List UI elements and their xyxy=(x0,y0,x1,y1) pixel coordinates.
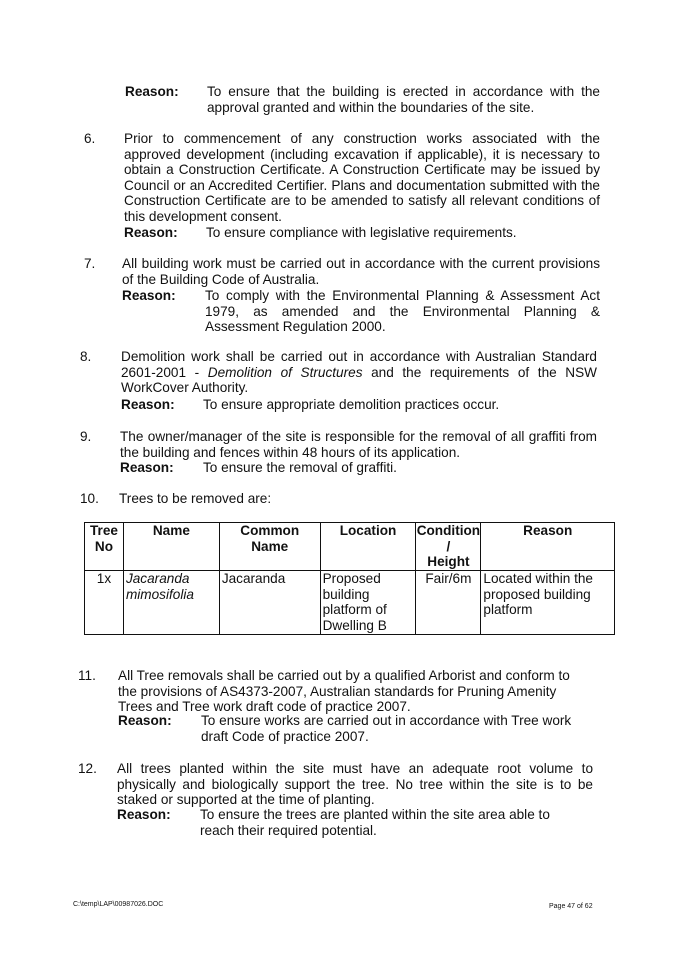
cell-tree-no: 1x xyxy=(85,571,124,635)
table-header-row xyxy=(85,523,615,571)
condition-text-12: All trees planted within the site must have an adequate root volume to physically and biologically support the tree. No tree within the site is to be staked or supported at the time of planting. xyxy=(117,761,593,807)
condition-text-11: All Tree removals shall be carried out by a qualified Arborist and conform to the provisions of AS4373-2007, Australian standards for Pruning Amenity Trees and Tree work draft code of practice 2007. xyxy=(118,668,570,714)
standard-title: Demolition of Structures xyxy=(207,364,363,380)
cell-common-name: Jacaranda xyxy=(219,571,320,635)
condition-number-8: 8. xyxy=(80,349,92,364)
condition-text-8-part2: and the requirements of the NSW WorkCover Authority. xyxy=(121,364,598,395)
condition-reason-11 xyxy=(118,713,578,745)
reason-label: Reason: xyxy=(118,713,172,728)
condition-reason-6 xyxy=(124,225,600,241)
condition-text-7: All building work must be carried out in accordance with the current provisions of the Building Code of Australia. xyxy=(122,256,600,287)
reason-text: To ensure works are carried out in accordance with Tree work draft Code of practice 2007. xyxy=(201,713,572,744)
trees-table xyxy=(84,522,615,635)
condition-reason-9 xyxy=(120,460,597,476)
footer-file-path: C:\temp\LAP\00987026.DOC xyxy=(73,901,164,908)
header-condition-height: Condition / Height xyxy=(416,523,481,569)
condition-number-9: 9. xyxy=(80,429,92,444)
condition-text-9: The owner/manager of the site is responsible for the removal of all graffiti from the building and fences within 48 hours of its application. xyxy=(120,429,597,460)
footer-page-number: Page 47 of 62 xyxy=(549,903,593,910)
reason-label: Reason: xyxy=(124,225,178,240)
header-name: Name xyxy=(123,523,219,571)
header-reason: Reason xyxy=(481,523,615,571)
condition-number-11: 11. xyxy=(78,668,96,683)
reason-label: Reason: xyxy=(120,460,174,475)
cell-condition: Fair/6m xyxy=(416,571,481,635)
condition-text-6: Prior to commencement of any construction works associated with the approved development (including excavation if applicable), it is necessary to obtain a Construction Certificate. A Construction Certificate may be issued by Council or an Accredited Certifier. Plans and documentation submitted with the Construction Certificate are to be amended to satisfy all relevant conditions of this development consent. xyxy=(124,131,600,224)
top-reason xyxy=(125,84,600,118)
cell-reason: Located within the proposed building platform xyxy=(481,571,615,635)
table-row xyxy=(85,571,615,635)
condition-number-7: 7. xyxy=(84,256,96,271)
condition-text-8 xyxy=(121,349,597,396)
reason-text: To ensure that the building is erected in accordance with the approval granted and within the boundaries of the site. xyxy=(207,84,600,115)
reason-text: To comply with the Environmental Planning & Assessment Act 1979, as amended and the Environmental Planning & Assessment Regulation 2000. xyxy=(205,288,600,334)
condition-number-12: 12. xyxy=(78,761,97,776)
reason-label: Reason: xyxy=(122,288,176,303)
condition-reason-7 xyxy=(122,288,600,338)
header-tree-no: Tree No xyxy=(85,523,124,571)
condition-reason-8 xyxy=(121,397,597,413)
header-location: Location xyxy=(320,523,416,571)
cell-location: Proposed building platform of Dwelling B xyxy=(320,571,416,635)
cell-name: Jacaranda mimosifolia xyxy=(123,571,219,635)
reason-text: To ensure the removal of graffiti. xyxy=(203,460,397,475)
reason-label: Reason: xyxy=(117,807,171,822)
reason-label: Reason: xyxy=(125,84,179,99)
condition-reason-12 xyxy=(117,807,593,839)
condition-number-6: 6. xyxy=(84,131,96,146)
header-common-name: Common Name xyxy=(219,523,320,571)
condition-number-10: 10. xyxy=(80,491,99,506)
condition-text-10: Trees to be removed are: xyxy=(119,491,272,506)
condition-text-8-part1: Demolition work shall be carried out in accordance with Australian Standard 2601-2001 - xyxy=(121,349,597,380)
reason-label: Reason: xyxy=(121,397,175,412)
reason-text: To ensure the trees are planted within the site area able to reach their required potential. xyxy=(200,807,550,838)
reason-text: To ensure appropriate demolition practices occur. xyxy=(203,397,500,412)
reason-text: To ensure compliance with legislative requirements. xyxy=(206,225,517,240)
